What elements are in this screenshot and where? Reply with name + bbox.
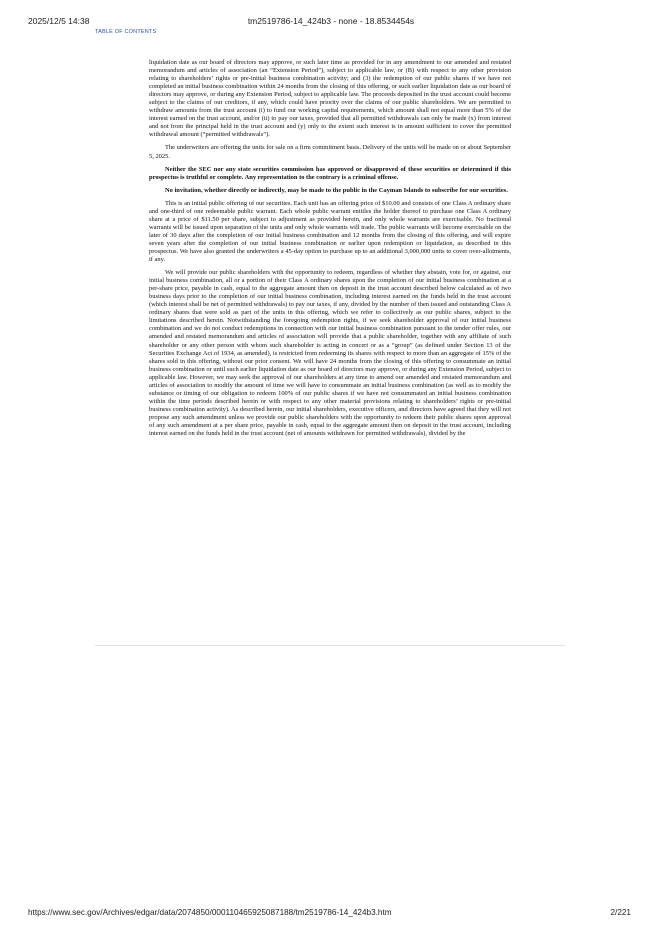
page-url: https://www.sec.gov/Archives/edgar/data/2074850/000110465925087188/tm2519786-14_424b3.htm <box>28 908 392 917</box>
paragraph-cayman-notice: No invitation, whether directly or indirectly, may be made to the public in the Cayman Islands to subscribe for our securities. <box>165 186 508 194</box>
print-datetime: 2025/12/5 14:38 <box>28 16 90 26</box>
prospectus-body <box>149 59 511 443</box>
paragraph-offering-terms: This is an initial public offering of our securities. Each unit has an offering price of $10.00 and consists of one Class A ordinary share and one-third of one redeemable public warrant. Each whole public warrant entitles the holder thereof to purchase one Class A ordinary share at a price of $11.50 per share, subject to adjustment as provided herein, and only whole warrants are exercisable. No fractional warrants will be issued upon separation of the units and only whole warrants will trade. The public warrants will become exercisable on the later of 30 days after the completion of our initial business combination and 12 months from the closing of this offering, and will expire seven years after the completion of our initial business combination or earlier upon redemption or liquidation, as described in this prospectus. We have also granted the underwriters a 45-day option to purchase up to an additional 3,000,000 units to cover over-allotments, if any. <box>149 199 511 264</box>
print-header <box>0 0 662 24</box>
page-number: 2/221 <box>610 908 631 917</box>
paragraph-redemption-rights: We will provide our public shareholders with the opportunity to redeem, regardless of whether they abstain, vote for, or against, our initial business combination, all or a portion of their Class A ordinary shares upon the completion of our initial business combination at a per-share price, payable in cash, equal to the aggregate amount then on deposit in the trust account described below calculated as of two business days prior to the completion of our initial business combination, including interest earned on the funds held in the trust account (which interest shall be net of permitted withdrawals) to pay our taxes, if any, divided by the number of then issued and outstanding Class A ordinary shares that were sold as part of the units in this offering, which we refer to collectively as our public shares, subject to the limitations described herein. Notwithstanding the foregoing redemption rights, if we seek shareholder approval of our initial business combination and we do not conduct redemptions in connection with our initial business combination pursuant to the tender offer rules, our amended and restated memorandum and articles of association will provide that a public shareholder, together with any affiliate of such shareholder or any other person with whom such shareholder is acting in concert or as a “group” (as defined under Section 13 of the Securities Exchange Act of 1934, as amended), is restricted from redeeming its shares with respect to more than an aggregate of 15% of the shares sold in this offering, without our prior consent. We will have 24 months from the closing of this offering to consummate an initial business combination or until such earlier liquidation date as our board of directors may approve, or during any Extension Period, subject to applicable law. However, we may seek the approval of our shareholders at any time to amend our amended and restated memorandum and articles of association to modify the amount of time we will have to consummate an initial business combination (as well as to modify the substance or timing of our obligation to redeem 100% of our public shares if we have not consummated an initial business combination within the time periods described herein or with respect to any other material provisions relating to shareholders’ rights or pre-initial business combination activity). As described herein, our initial shareholders, executive officers, and directors have agreed that they will not propose any such amendment unless we provide our public shareholders with the opportunity to redeem their public shares upon approval of any such amendment at a per share price, payable in cash, equal to the aggregate amount then on deposit in the trust account, including interest earned on the funds held in the trust account (net of amounts withdrawn for permitted withdrawals), divided by the <box>149 269 511 438</box>
print-document-title: tm2519786-14_424b3 - none - 18.8534454s <box>247 16 415 26</box>
paragraph-trust-account: liquidation date as our board of directors may approve, or such later time as provided for in any amendment to our amended and restated memorandum and articles of association (an “Extension Period”), subject to applicable law, or (B) with respect to any other provision relating to shareholders’ rights or pre-initial business combination activity; and (3) the redemption of our public shares if we have not completed an initial business combination within 24 months from the closing of this offering, or such earlier liquidation date as our board of directors may approve, or during any Extension Period, subject to applicable law. The proceeds deposited in the trust account could become subject to the claims of our creditors, if any, which could have priority over the claims of our public shareholders. We are permitted to withdraw amounts from the trust account (i) to fund our working capital requirements, which amount shall not equal more than 5% of the interest earned on the trust account, and/or (ii) to pay our taxes, provided that all permitted withdrawals can only be made (x) from interest and not from the principal held in the trust account and (y) only to the extent such interest is in amount sufficient to cover the permitted withdrawal amount (“permitted withdrawals”). <box>149 59 511 139</box>
page-divider <box>95 645 565 646</box>
print-footer <box>0 908 662 924</box>
paragraph-sec-disclaimer: Neither the SEC nor any state securities commission has approved or disapproved of these securities or determined if this prospectus is truthful or complete. Any representation to the contrary is a criminal offense. <box>149 165 511 181</box>
paragraph-underwriters-delivery: The underwriters are offering the units for sale on a firm commitment basis. Delivery of the units will be made on or about September 5, 2025. <box>149 144 511 160</box>
table-of-contents-link[interactable]: TABLE OF CONTENTS <box>95 29 157 35</box>
